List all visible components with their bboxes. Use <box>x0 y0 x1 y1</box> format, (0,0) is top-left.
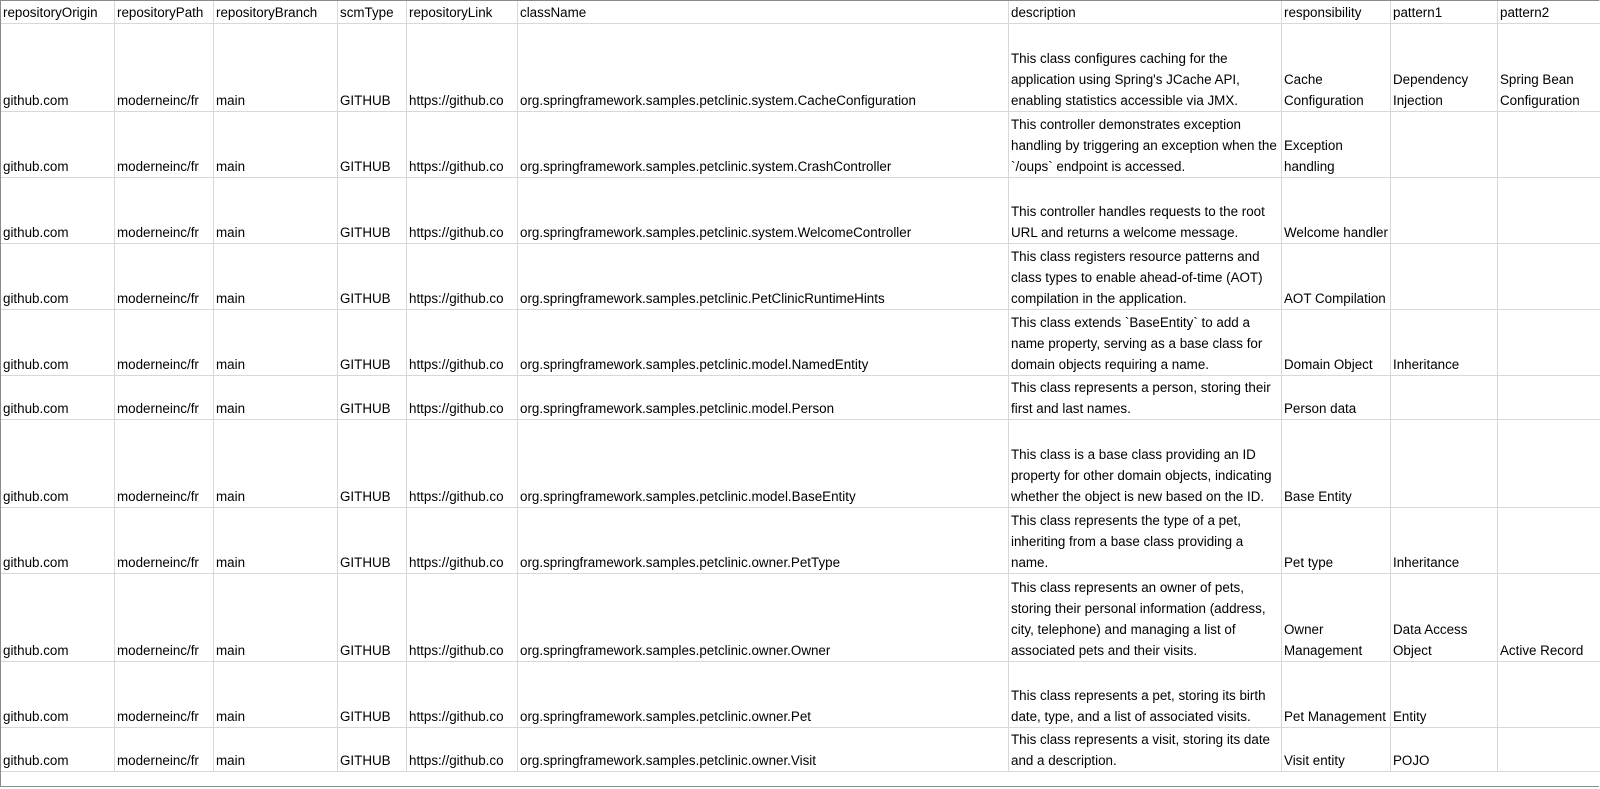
cell-responsibility[interactable]: Domain Object <box>1282 310 1391 376</box>
cell-repositoryPath[interactable]: moderneinc/fr <box>115 310 214 376</box>
cell-repositoryLink[interactable]: https://github.co <box>407 662 518 728</box>
column-header-repositoryOrigin[interactable]: repositoryOrigin <box>1 1 115 24</box>
cell-responsibility[interactable]: Visit entity <box>1282 728 1391 772</box>
cell-repositoryPath[interactable]: moderneinc/fr <box>115 244 214 310</box>
column-header-scmType[interactable]: scmType <box>338 1 407 24</box>
cell-pattern2[interactable] <box>1498 178 1600 244</box>
cell-repositoryBranch[interactable]: main <box>214 728 338 772</box>
cell-scmType[interactable]: GITHUB <box>338 24 407 112</box>
cell-pattern1[interactable]: Entity <box>1391 662 1498 728</box>
column-header-repositoryBranch[interactable]: repositoryBranch <box>214 1 338 24</box>
cell-pattern2[interactable] <box>1498 728 1600 772</box>
cell-pattern1[interactable]: POJO <box>1391 728 1498 772</box>
cell-scmType[interactable]: GITHUB <box>338 310 407 376</box>
table-row <box>1 112 1600 178</box>
column-header-className[interactable]: className <box>518 1 1009 24</box>
cell-repositoryOrigin[interactable]: github.com <box>1 662 115 728</box>
cell-pattern2[interactable] <box>1498 244 1600 310</box>
cell-description[interactable]: This class represents an owner of pets, storing their personal information (address, city, telephone) and managing a list of associated pets and their visits. <box>1009 574 1282 662</box>
cell-repositoryPath[interactable]: moderneinc/fr <box>115 728 214 772</box>
cell-repositoryOrigin[interactable]: github.com <box>1 574 115 662</box>
table-row <box>1 508 1600 574</box>
cell-repositoryLink[interactable]: https://github.co <box>407 24 518 112</box>
cell-pattern2[interactable]: Active Record <box>1498 574 1600 662</box>
cell-repositoryOrigin[interactable]: github.com <box>1 244 115 310</box>
cell-description[interactable]: This class registers resource patterns and class types to enable ahead-of-time (AOT) compilation in the application. <box>1009 244 1282 310</box>
cell-repositoryBranch[interactable]: main <box>214 574 338 662</box>
cell-repositoryBranch[interactable]: main <box>214 244 338 310</box>
table-row <box>1 178 1600 244</box>
cell-scmType[interactable]: GITHUB <box>338 420 407 508</box>
cell-description[interactable]: This controller handles requests to the root URL and returns a welcome message. <box>1009 178 1282 244</box>
cell-className[interactable]: org.springframework.samples.petclinic.model.BaseEntity <box>518 420 1009 508</box>
cell-pattern1[interactable] <box>1391 112 1498 178</box>
cell-repositoryPath[interactable]: moderneinc/fr <box>115 420 214 508</box>
column-header-pattern1[interactable]: pattern1 <box>1391 1 1498 24</box>
cell-repositoryOrigin[interactable]: github.com <box>1 178 115 244</box>
table-row <box>1 24 1600 112</box>
cell-responsibility[interactable]: Cache Configuration <box>1282 24 1391 112</box>
cell-repositoryOrigin[interactable]: github.com <box>1 310 115 376</box>
table-row <box>1 728 1600 772</box>
cell-className[interactable]: org.springframework.samples.petclinic.owner.Owner <box>518 574 1009 662</box>
cell-scmType[interactable]: GITHUB <box>338 178 407 244</box>
header-row <box>1 1 1600 24</box>
cell-responsibility[interactable]: Owner Management <box>1282 574 1391 662</box>
cell-pattern1[interactable]: Data Access Object <box>1391 574 1498 662</box>
cell-repositoryLink[interactable]: https://github.co <box>407 310 518 376</box>
cell-repositoryOrigin[interactable]: github.com <box>1 24 115 112</box>
cell-responsibility[interactable]: Base Entity <box>1282 420 1391 508</box>
cell-className[interactable]: org.springframework.samples.petclinic.owner.PetType <box>518 508 1009 574</box>
column-header-pattern2[interactable]: pattern2 <box>1498 1 1600 24</box>
cell-responsibility[interactable]: Exception handling <box>1282 112 1391 178</box>
cell-scmType[interactable]: GITHUB <box>338 244 407 310</box>
table-row <box>1 662 1600 728</box>
cell-repositoryBranch[interactable]: main <box>214 310 338 376</box>
cell-responsibility[interactable]: Pet type <box>1282 508 1391 574</box>
cell-description[interactable]: This controller demonstrates exception handling by triggering an exception when the `/oups` endpoint is accessed. <box>1009 112 1282 178</box>
cell-pattern2[interactable] <box>1498 310 1600 376</box>
cell-repositoryPath[interactable]: moderneinc/fr <box>115 376 214 420</box>
column-header-repositoryLink[interactable]: repositoryLink <box>407 1 518 24</box>
table-row <box>1 420 1600 508</box>
column-header-repositoryPath[interactable]: repositoryPath <box>115 1 214 24</box>
cell-repositoryOrigin[interactable]: github.com <box>1 112 115 178</box>
cell-description[interactable]: This class is a base class providing an ID property for other domain objects, indicating whether the object is new based on the ID. <box>1009 420 1282 508</box>
cell-pattern1[interactable] <box>1391 376 1498 420</box>
cell-pattern1[interactable]: Dependency Injection <box>1391 24 1498 112</box>
cell-className[interactable]: org.springframework.samples.petclinic.system.CacheConfiguration <box>518 24 1009 112</box>
cell-repositoryOrigin[interactable]: github.com <box>1 728 115 772</box>
cell-className[interactable]: org.springframework.samples.petclinic.PetClinicRuntimeHints <box>518 244 1009 310</box>
table-row <box>1 376 1600 420</box>
column-header-responsibility[interactable]: responsibility <box>1282 1 1391 24</box>
cell-responsibility[interactable]: AOT Compilation <box>1282 244 1391 310</box>
cell-repositoryPath[interactable]: moderneinc/fr <box>115 178 214 244</box>
cell-repositoryLink[interactable]: https://github.co <box>407 244 518 310</box>
cell-repositoryLink[interactable]: https://github.co <box>407 178 518 244</box>
cell-description[interactable]: This class represents the type of a pet, inheriting from a base class providing a name. <box>1009 508 1282 574</box>
cell-description[interactable]: This class represents a pet, storing its birth date, type, and a list of associated visits. <box>1009 662 1282 728</box>
cell-repositoryBranch[interactable]: main <box>214 112 338 178</box>
cell-responsibility[interactable]: Pet Management <box>1282 662 1391 728</box>
cell-pattern1[interactable]: Inheritance <box>1391 508 1498 574</box>
grid-body <box>1 24 1600 772</box>
cell-repositoryLink[interactable]: https://github.co <box>407 508 518 574</box>
cell-className[interactable]: org.springframework.samples.petclinic.system.CrashController <box>518 112 1009 178</box>
cell-scmType[interactable]: GITHUB <box>338 574 407 662</box>
cell-repositoryPath[interactable]: moderneinc/fr <box>115 662 214 728</box>
cell-description[interactable]: This class configures caching for the application using Spring's JCache API, enabling statistics accessible via JMX. <box>1009 24 1282 112</box>
cell-repositoryLink[interactable]: https://github.co <box>407 574 518 662</box>
cell-repositoryLink[interactable]: https://github.co <box>407 420 518 508</box>
cell-pattern2[interactable] <box>1498 420 1600 508</box>
cell-repositoryPath[interactable]: moderneinc/fr <box>115 574 214 662</box>
cell-responsibility[interactable]: Welcome handler <box>1282 178 1391 244</box>
cell-className[interactable]: org.springframework.samples.petclinic.model.Person <box>518 376 1009 420</box>
cell-repositoryBranch[interactable]: main <box>214 24 338 112</box>
cell-repositoryPath[interactable]: moderneinc/fr <box>115 24 214 112</box>
cell-responsibility[interactable]: Person data <box>1282 376 1391 420</box>
cell-repositoryPath[interactable]: moderneinc/fr <box>115 112 214 178</box>
cell-scmType[interactable]: GITHUB <box>338 728 407 772</box>
header-row-group <box>1 1 1600 24</box>
cell-className[interactable]: org.springframework.samples.petclinic.system.WelcomeController <box>518 178 1009 244</box>
cell-repositoryBranch[interactable]: main <box>214 178 338 244</box>
cell-scmType[interactable]: GITHUB <box>338 662 407 728</box>
cell-className[interactable]: org.springframework.samples.petclinic.owner.Pet <box>518 662 1009 728</box>
cell-className[interactable]: org.springframework.samples.petclinic.model.NamedEntity <box>518 310 1009 376</box>
cell-pattern2[interactable] <box>1498 662 1600 728</box>
table-row <box>1 244 1600 310</box>
cell-repositoryOrigin[interactable]: github.com <box>1 508 115 574</box>
cell-repositoryOrigin[interactable]: github.com <box>1 376 115 420</box>
cell-scmType[interactable]: GITHUB <box>338 376 407 420</box>
cell-repositoryLink[interactable]: https://github.co <box>407 376 518 420</box>
cell-repositoryOrigin[interactable]: github.com <box>1 420 115 508</box>
cell-pattern1[interactable] <box>1391 420 1498 508</box>
cell-repositoryBranch[interactable]: main <box>214 376 338 420</box>
cell-repositoryLink[interactable]: https://github.co <box>407 728 518 772</box>
cell-pattern2[interactable] <box>1498 376 1600 420</box>
column-header-description[interactable]: description <box>1009 1 1282 24</box>
cell-pattern2[interactable] <box>1498 508 1600 574</box>
cell-pattern2[interactable] <box>1498 112 1600 178</box>
table-row <box>1 310 1600 376</box>
cell-scmType[interactable]: GITHUB <box>338 112 407 178</box>
cell-pattern1[interactable]: Inheritance <box>1391 310 1498 376</box>
cell-pattern2[interactable]: Spring Bean Configuration <box>1498 24 1600 112</box>
cell-pattern1[interactable] <box>1391 178 1498 244</box>
cell-repositoryLink[interactable]: https://github.co <box>407 112 518 178</box>
table-row <box>1 574 1600 662</box>
cell-description[interactable]: This class extends `BaseEntity` to add a name property, serving as a base class for domain objects requiring a name. <box>1009 310 1282 376</box>
cell-pattern1[interactable] <box>1391 244 1498 310</box>
cell-repositoryPath[interactable]: moderneinc/fr <box>115 508 214 574</box>
cell-description[interactable]: This class represents a visit, storing its date and a description. <box>1009 728 1282 772</box>
cell-description[interactable]: This class represents a person, storing their first and last names. <box>1009 376 1282 420</box>
cell-scmType[interactable]: GITHUB <box>338 508 407 574</box>
cell-repositoryBranch[interactable]: main <box>214 508 338 574</box>
cell-repositoryBranch[interactable]: main <box>214 420 338 508</box>
cell-className[interactable]: org.springframework.samples.petclinic.owner.Visit <box>518 728 1009 772</box>
cell-repositoryBranch[interactable]: main <box>214 662 338 728</box>
